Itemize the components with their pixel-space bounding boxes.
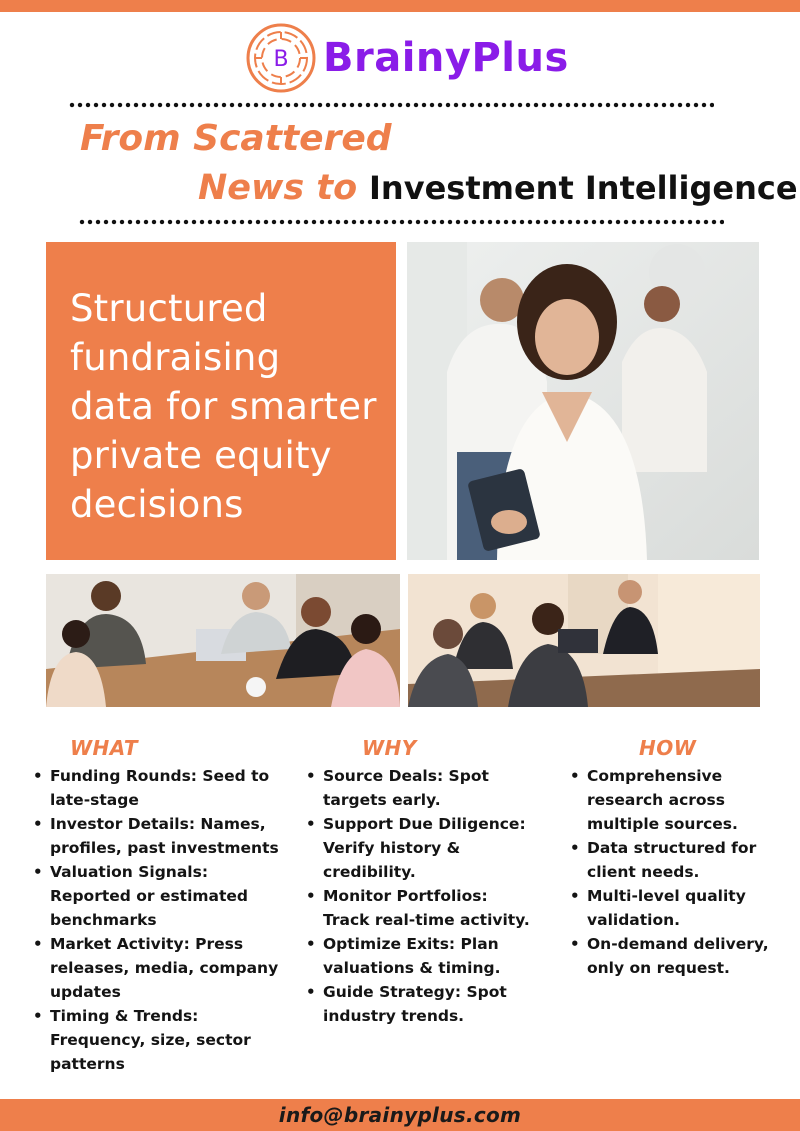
hero-line: data for smarter	[70, 385, 377, 428]
how-list	[567, 764, 797, 980]
dotted-divider-top	[68, 102, 714, 108]
hero-line: private equity	[70, 434, 332, 477]
list-item: • Comprehensive research across multiple sources.	[567, 764, 797, 836]
brand-logo	[245, 22, 569, 94]
what-column	[30, 736, 280, 1076]
why-column	[303, 736, 533, 1028]
contact-email-link[interactable]: info@brainyplus.com	[278, 1103, 522, 1127]
hero-tagline	[70, 284, 390, 529]
list-item: • On-demand delivery, only on request.	[567, 932, 797, 980]
bullet-icon: •	[306, 815, 316, 833]
bullet-icon: •	[306, 983, 316, 1001]
bullet-icon: •	[570, 839, 580, 857]
headline-line-1: From Scattered	[80, 118, 392, 159]
why-list	[303, 764, 533, 1028]
headline-dark-text: Investment Intelligence	[369, 169, 798, 207]
hero-line: fundraising	[70, 336, 281, 379]
hero-photo-woman-with-tablet	[407, 242, 759, 560]
list-item: • Market Activity: Press releases, media, company updates	[30, 932, 280, 1004]
list-item: • Data structured for client needs.	[567, 836, 797, 884]
hero-line: Structured	[70, 287, 268, 330]
list-item: • Timing & Trends: Frequency, size, sector patterns	[30, 1004, 280, 1076]
what-list	[30, 764, 280, 1076]
bullet-icon: •	[33, 815, 43, 833]
bullet-icon: •	[33, 767, 43, 785]
brand-name: BrainyPlus	[323, 35, 569, 81]
bullet-icon: •	[306, 887, 316, 905]
brain-logo-icon	[245, 22, 317, 94]
meeting-photo-boardroom	[408, 574, 760, 707]
bullet-icon: •	[570, 767, 580, 785]
bullet-icon: •	[33, 935, 43, 953]
hero-text-panel	[46, 242, 396, 560]
what-heading: WHAT	[70, 736, 139, 760]
list-item: • Multi-level quality validation.	[567, 884, 797, 932]
meeting-photo-team-table	[46, 574, 400, 707]
list-item: • Monitor Portfolios: Track real-time activity.	[303, 884, 533, 932]
footer-bar	[0, 1099, 800, 1131]
headline-accent-text: News to	[198, 168, 358, 208]
dotted-divider-bottom	[78, 219, 724, 225]
how-column	[567, 736, 797, 980]
why-heading: WHY	[362, 736, 417, 760]
svg-text:B: B	[273, 47, 289, 72]
list-item: • Investor Details: Names, profiles, past investments	[30, 812, 280, 860]
top-accent-bar	[0, 0, 800, 12]
hero-line: decisions	[70, 483, 244, 526]
list-item: • Source Deals: Spot targets early.	[303, 764, 533, 812]
list-item: • Guide Strategy: Spot industry trends.	[303, 980, 533, 1028]
bullet-icon: •	[33, 1007, 43, 1025]
how-heading: HOW	[639, 736, 697, 760]
bullet-icon: •	[306, 767, 316, 785]
bullet-icon: •	[570, 935, 580, 953]
bullet-icon: •	[33, 863, 43, 881]
list-item: • Optimize Exits: Plan valuations & timing.	[303, 932, 533, 980]
bullet-icon: •	[570, 887, 580, 905]
list-item: • Support Due Diligence: Verify history & credibility.	[303, 812, 533, 884]
list-item: • Valuation Signals: Reported or estimated benchmarks	[30, 860, 280, 932]
list-item: • Funding Rounds: Seed to late-stage	[30, 764, 280, 812]
bullet-icon: •	[306, 935, 316, 953]
headline-line-2	[198, 168, 798, 208]
